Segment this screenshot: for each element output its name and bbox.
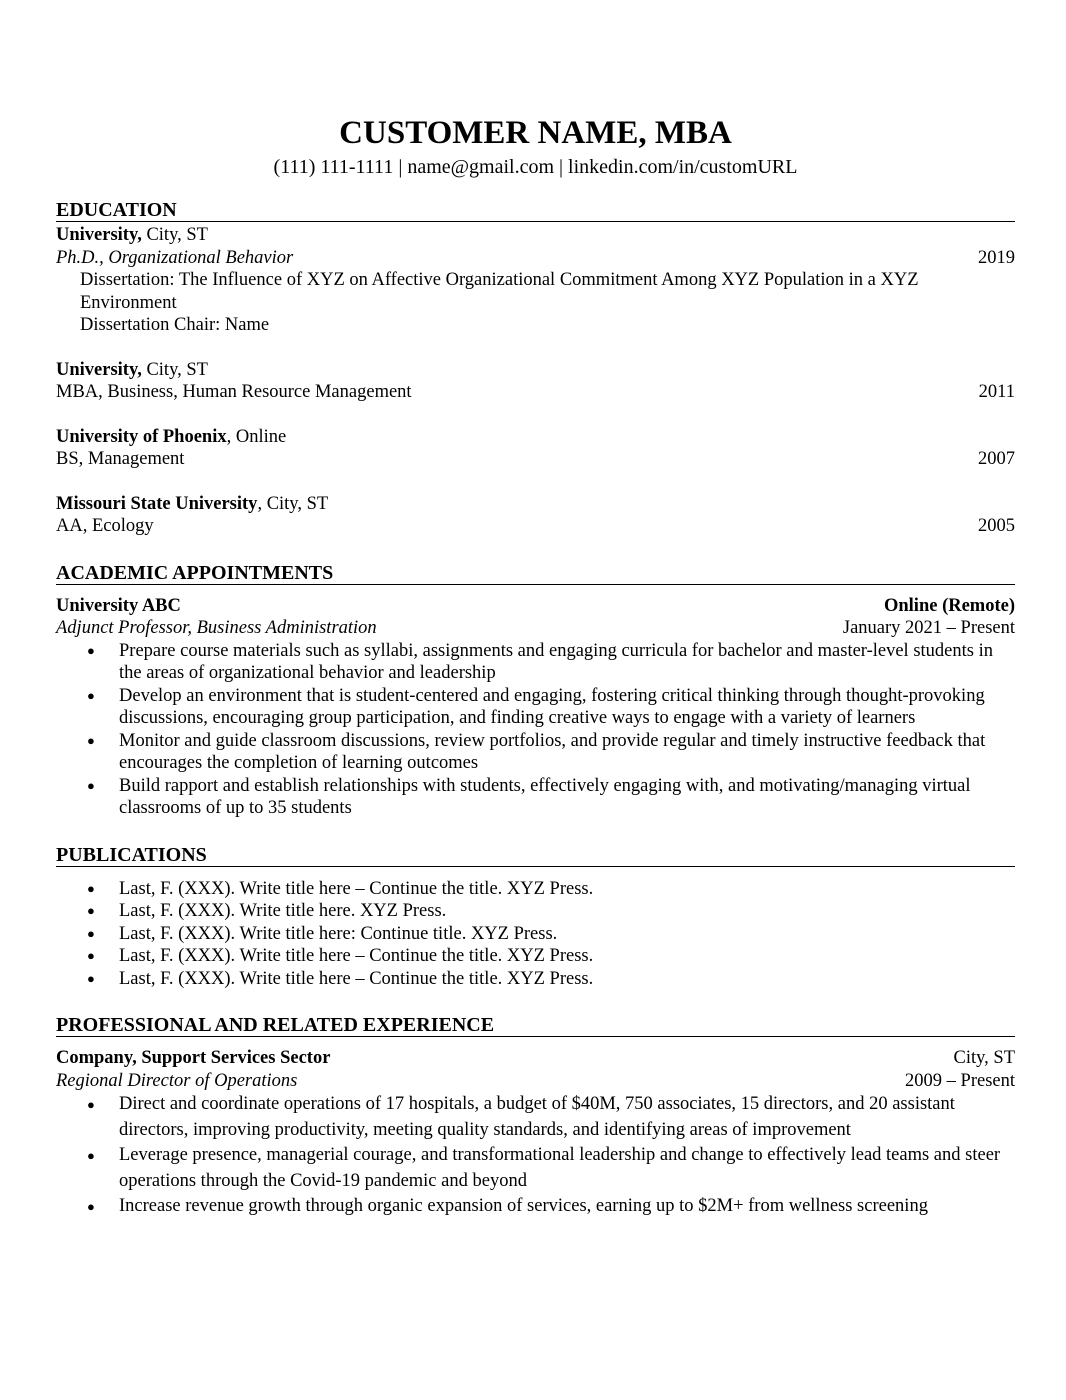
- list-item: ● Monitor and guide classroom discussions, review portfolios, and provide regular and timely instructive feedback that encourages the completion of learning outcomes: [56, 730, 1015, 775]
- school-location: , Online: [226, 426, 287, 447]
- list-item: ● Develop an environment that is student-centered and engaging, fostering critical thinking through thought-provoking discussions, encouraging group participation, and finding creative ways to engage with a variety of learners: [56, 685, 1015, 730]
- experience-section: [56, 1014, 1015, 1220]
- dissertation-title: Dissertation: The Influence of XYZ on Affective Organizational Commitment Among XYZ Population in a XYZ Environment: [80, 270, 919, 313]
- section-title-publications: PUBLICATIONS: [56, 844, 1015, 867]
- graduation-year: 2011: [978, 382, 1015, 402]
- employer-location: City, ST: [953, 1048, 1015, 1068]
- education-entry: [56, 224, 1015, 337]
- school-name: University,: [56, 359, 142, 380]
- job-dates: January 2021 – Present: [842, 618, 1015, 638]
- degree: Ph.D., Organizational Behavior: [56, 247, 294, 268]
- education-entry: [56, 426, 1015, 471]
- contact-line: (111) 111-1111 | name@gmail.com | linkedin.com/in/customURL: [273, 156, 798, 178]
- education-section: [56, 199, 1015, 538]
- graduation-year: 2005: [978, 516, 1015, 536]
- list-item: ● Last, F. (XXX). Write title here – Continue the title. XYZ Press.: [56, 878, 1015, 901]
- list-item: ● Last, F. (XXX). Write title here – Continue the title. XYZ Press.: [56, 968, 1015, 991]
- school-location: , City, ST: [257, 493, 329, 514]
- publications-section: [56, 844, 1015, 991]
- section-title-experience: PROFESSIONAL AND RELATED EXPERIENCE: [56, 1014, 1015, 1037]
- list-item: ● Increase revenue growth through organic expansion of services, earning up to $2M+ from wellness screening: [56, 1194, 1015, 1220]
- education-entry: [56, 493, 1015, 538]
- school-name: Missouri State University: [56, 493, 258, 514]
- graduation-year: 2007: [978, 449, 1015, 469]
- job-title: Adjunct Professor, Business Administration: [56, 618, 377, 638]
- degree: BS, Management: [56, 449, 185, 469]
- list-item: ● Last, F. (XXX). Write title here. XYZ Press.: [56, 900, 1015, 923]
- resume-page: [56, 113, 1015, 1220]
- publications-list: [56, 878, 1015, 991]
- employer-name: Company, Support Services Sector: [56, 1048, 331, 1068]
- duties-list: [56, 640, 1015, 820]
- list-item: ● Leverage presence, managerial courage, and transformational leadership and change to effectively lead teams and steer operations through the Covid-19 pandemic and beyond: [56, 1143, 1015, 1194]
- degree: AA, Ecology: [56, 516, 154, 536]
- job-title: Regional Director of Operations: [56, 1070, 298, 1091]
- job-dates: 2009 – Present: [905, 1070, 1015, 1091]
- candidate-name: CUSTOMER NAME, MBA: [339, 115, 732, 151]
- list-item: ● Build rapport and establish relationships with students, effectively engaging with, and motivating/managing virtual classrooms of up to 35 students: [56, 775, 1015, 820]
- degree: MBA, Business, Human Resource Management: [56, 382, 412, 402]
- list-item: ● Direct and coordinate operations of 17 hospitals, a budget of $40M, 750 associates, 15 directors, and 20 assistant directors, improving productivity, meeting quality standards, and identifying areas of improvement: [56, 1092, 1015, 1143]
- education-entry: [56, 359, 1015, 404]
- list-item: ● Last, F. (XXX). Write title here: Continue title. XYZ Press.: [56, 923, 1015, 946]
- graduation-year: 2019: [978, 247, 1015, 268]
- school-name: University of Phoenix: [56, 426, 227, 447]
- employer-location: Online (Remote): [883, 595, 1015, 616]
- list-item: ● Last, F. (XXX). Write title here – Continue the title. XYZ Press.: [56, 945, 1015, 968]
- school-location: City, ST: [141, 225, 208, 245]
- school-name: University,: [56, 225, 142, 245]
- section-title-academic: ACADEMIC APPOINTMENTS: [56, 562, 1015, 585]
- list-item: ● Prepare course materials such as syllabi, assignments and engaging curricula for bachelor and master-level students in the areas of organizational behavior and leadership: [56, 640, 1015, 685]
- dissertation-chair: Dissertation Chair: Name: [80, 315, 270, 335]
- section-title-education: EDUCATION: [56, 199, 1015, 222]
- school-location: City, ST: [141, 359, 208, 380]
- academic-section: [56, 562, 1015, 820]
- employer-name: University ABC: [56, 595, 181, 616]
- duties-list: [56, 1092, 1015, 1220]
